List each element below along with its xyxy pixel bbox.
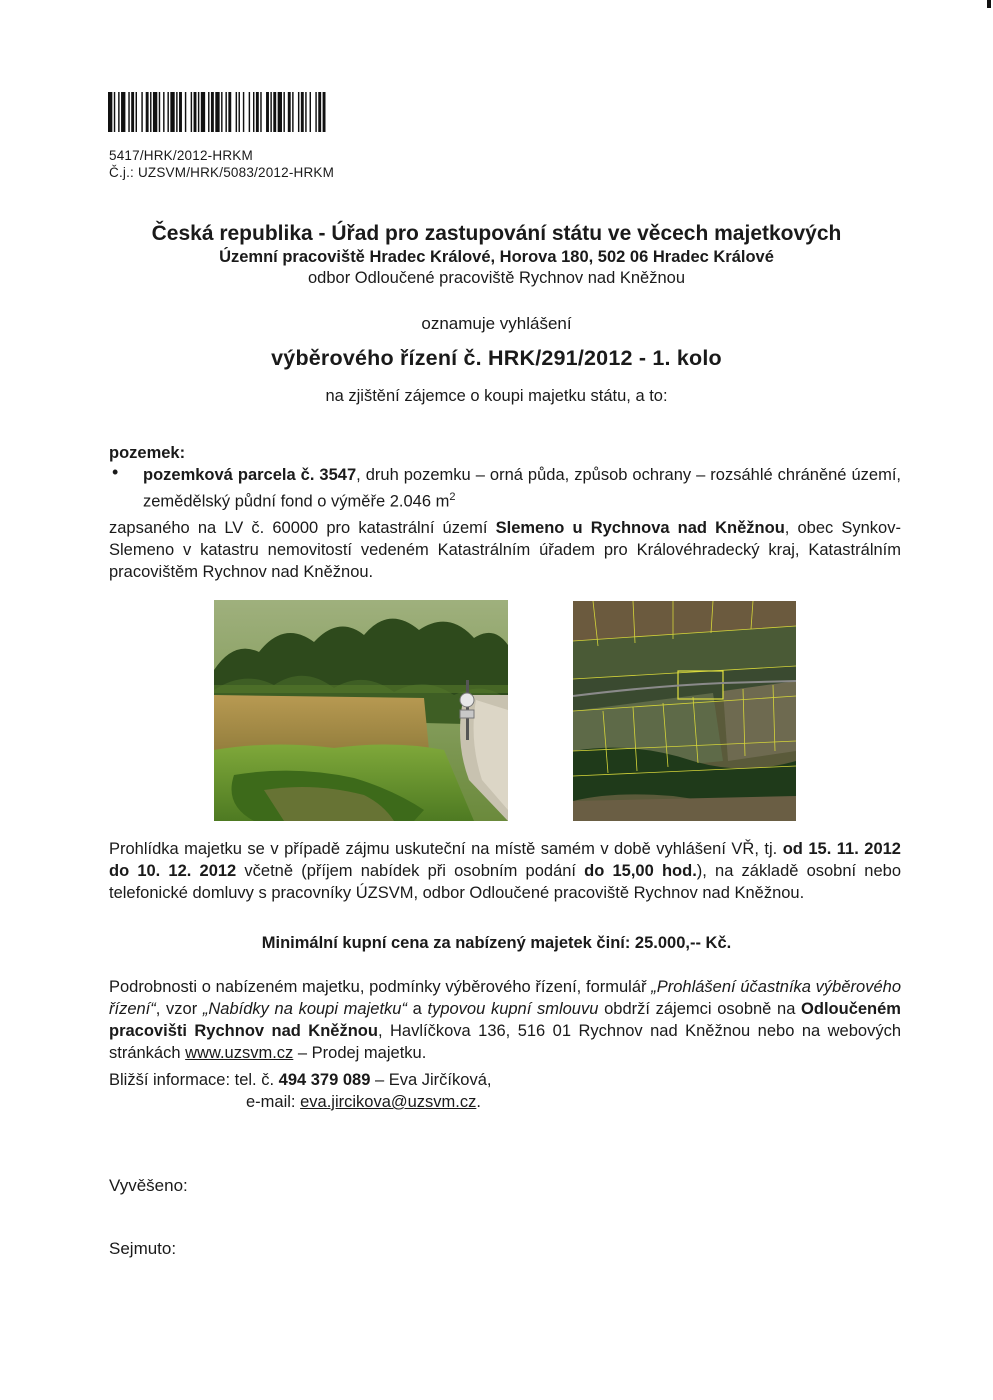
inspection-period: od 15. 11. 2012 do 10. 12. 2012 — [109, 840, 901, 880]
email-suffix: . — [476, 1093, 481, 1111]
details-text-3: a — [406, 1000, 428, 1018]
contact-email-line — [246, 1091, 481, 1113]
removed-label: Sejmuto: — [109, 1239, 177, 1258]
announcement-purpose: na zjištění zájemce o koupi majetku státu, a to: — [325, 387, 668, 405]
authority-name: Česká republika - Úřad pro zastupování státu ve věcech majetkových — [151, 222, 842, 245]
email-link[interactable]: eva.jircikova@uzsvm.cz — [300, 1093, 477, 1111]
registration-paragraph — [109, 517, 901, 583]
inspection-paragraph — [109, 838, 901, 904]
cadastral-area: Slemeno u Rychnova nad Kněžnou — [495, 519, 785, 537]
details-text-5: , Havlíčkova 136, 516 01 Rychnov nad Kněžnou nebo na webových stránkách — [109, 1022, 901, 1062]
details-text-4: obdrží zájemci osobně na — [598, 1000, 802, 1018]
authority-branch: Územní pracoviště Hradec Králové, Horova 180, 502 06 Hradec Králové — [219, 248, 774, 266]
parcel-number: pozemková parcela č. 3547 — [143, 466, 357, 484]
registration-text-2: , obec Synkov-Slemeno v katastru nemovitostí vedeném Katastrálním úřadem pro Královéhradecký kraj, Katastrálním pracovištěm Rychnov nad Kněžnou. — [109, 519, 901, 581]
minimum-price: Minimální kupní cena za nabízený majetek činí: 25.000,-- Kč. — [261, 934, 732, 952]
property-description — [143, 464, 901, 513]
authority-department: odbor Odloučené pracoviště Rychnov nad Kněžnou — [308, 269, 685, 287]
ref-number: 5417/HRK/2012-HRKM — [109, 148, 253, 163]
announcement-intro: oznamuje vyhlášení — [421, 314, 572, 333]
barcode — [108, 92, 528, 132]
details-paragraph — [109, 976, 901, 1064]
inspection-text-2: včetně (příjem nabídek při osobním podání — [236, 862, 585, 880]
registration-text: zapsaného na LV č. 60000 pro katastrální území — [109, 519, 496, 537]
aerial-map-photo — [573, 601, 796, 821]
details-text-2: , vzor — [155, 1000, 203, 1018]
details-text-6: – Prodej majetku. — [293, 1044, 427, 1062]
scan-edge-mark — [987, 0, 991, 8]
email-label: e-mail: — [246, 1093, 301, 1111]
office-name: Odloučeném pracovišti Rychnov nad Kněžnou — [109, 1000, 901, 1040]
contact-name: – Eva Jirčíková, — [370, 1071, 492, 1089]
tender-title: výběrového řízení č. HRK/291/2012 - 1. kolo — [271, 346, 722, 370]
offer-template-name: „Nabídky na koupi majetku“ — [202, 1000, 407, 1018]
bullet-icon: • — [112, 462, 119, 482]
contact-prefix: Bližší informace: tel. č. — [109, 1071, 279, 1089]
contact-phone-line — [109, 1069, 491, 1091]
field-photo — [214, 600, 508, 821]
property-label: pozemek: — [109, 444, 186, 462]
parcel-details: , druh pozemku – orná půda, způsob ochrany – rozsáhlé chráněné území, zemědělský půdní fond o výměře 2.046 m — [143, 466, 902, 511]
area-unit-superscript: 2 — [449, 491, 456, 503]
contract-name: typovou kupní smlouvu — [427, 1000, 599, 1018]
form-name: „Prohlášení účastníka výběrového řízení“ — [109, 978, 901, 1018]
inspection-text: Prohlídka majetku se v případě zájmu uskuteční na místě samém v době vyhlášení VŘ, tj. — [109, 840, 783, 858]
contact-phone: 494 379 089 — [278, 1071, 371, 1089]
case-number: Č.j.: UZSVM/HRK/5083/2012-HRKM — [109, 165, 335, 180]
reference-block — [109, 147, 334, 181]
website-link[interactable]: www.uzsvm.cz — [185, 1044, 294, 1062]
inspection-text-3: ), na základě osobní nebo telefonické domluvy s pracovníky ÚZSVM, odbor Odloučené pracoviště Rychnov nad Kněžnou. — [109, 862, 901, 902]
submission-deadline: do 15,00 hod. — [584, 862, 697, 880]
details-text: Podrobnosti o nabízeném majetku, podmínky výběrového řízení, formulář — [109, 978, 652, 996]
posted-label: Vyvěšeno: — [109, 1176, 188, 1195]
